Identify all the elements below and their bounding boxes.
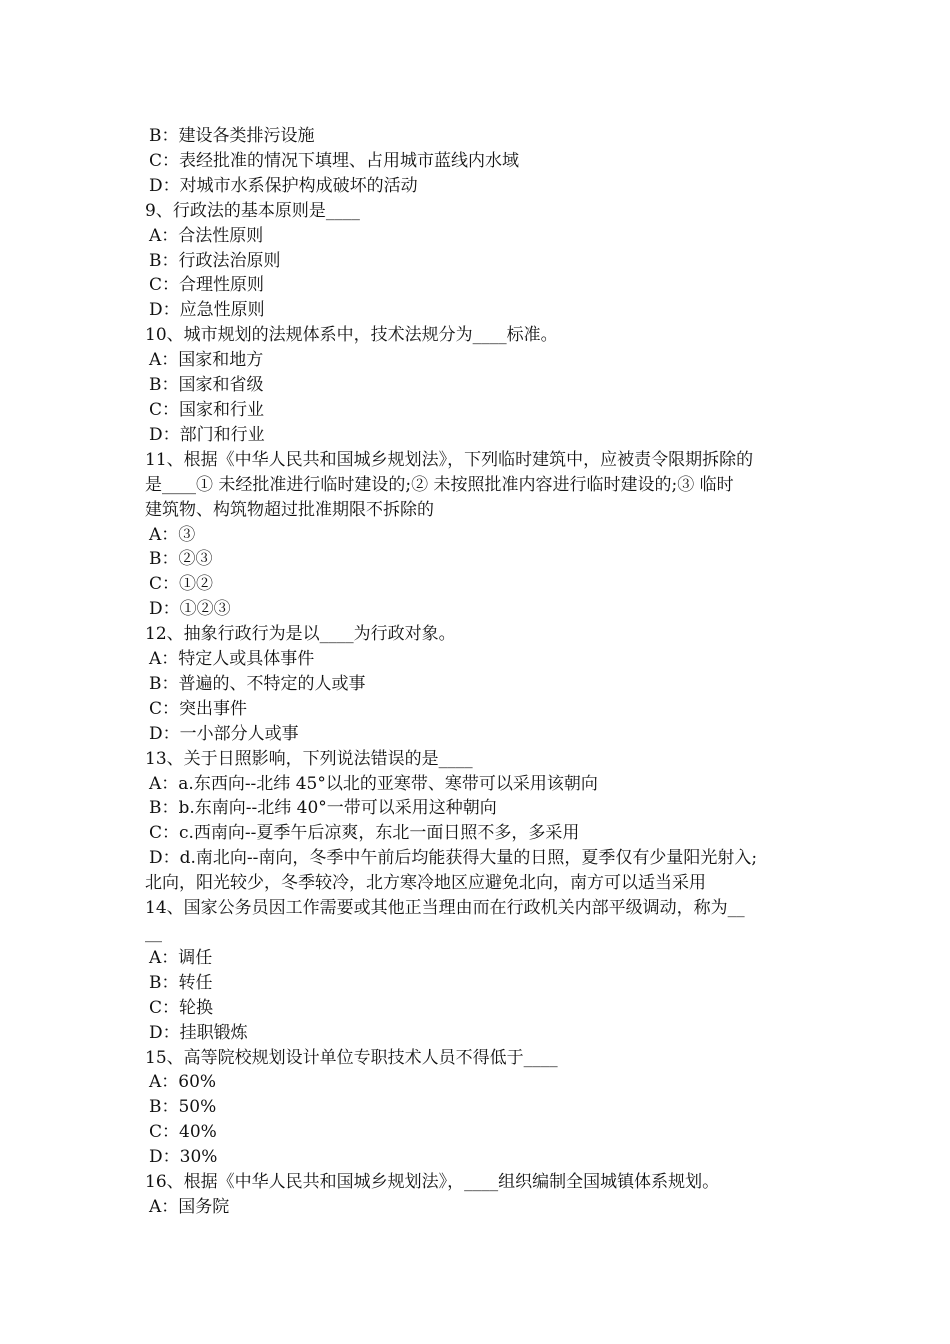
answer-option: A：③ <box>149 524 196 545</box>
answer-option: C：突出事件 <box>149 698 248 719</box>
answer-option: A：合法性原则 <box>149 225 264 246</box>
answer-option: B：50% <box>149 1097 217 1118</box>
answer-option: A：调任 <box>149 947 213 968</box>
question-text: 11、根据《中华人民共和国城乡规划法》，下列临时建筑中，应被责令限期拆除的 <box>145 449 754 470</box>
answer-option: C：国家和行业 <box>149 399 265 420</box>
answer-option: B：b.东南向--北纬 40°一带可以采用这种朝向 <box>149 798 497 819</box>
answer-option: B：普遍的、不特定的人或事 <box>149 673 366 694</box>
answer-option: A：特定人或具体事件 <box>149 649 315 670</box>
answer-option: B：建设各类排污设施 <box>149 126 315 146</box>
question-text: 14、国家公务员因工作需要或其他正当理由而在行政机关内部平级调动，称为__ <box>145 898 745 919</box>
answer-option: D：一小部分人或事 <box>149 723 299 744</box>
answer-option: D：30% <box>149 1147 218 1168</box>
answer-option: D：对城市水系保护构成破坏的活动 <box>149 175 418 196</box>
question-text: 10、城市规划的法规体系中，技术法规分为____标准。 <box>145 325 558 346</box>
question-text: __ <box>145 923 162 943</box>
answer-option: D：部门和行业 <box>149 424 265 445</box>
answer-option: B：转任 <box>149 972 213 993</box>
document-body <box>145 124 810 1220</box>
question-text: 建筑物、构筑物超过批准期限不拆除的 <box>145 499 434 520</box>
answer-option: D：①②③ <box>149 599 231 620</box>
answer-option: C：合理性原则 <box>149 275 265 296</box>
answer-option: B：国家和省级 <box>149 375 264 396</box>
answer-option: A：a.东西向--北纬 45°以北的亚寒带、寒带可以采用该朝向 <box>149 773 598 794</box>
question-text: 15、高等院校规划设计单位专职技术人员不得低于____ <box>145 1047 558 1068</box>
answer-option: C：c.西南向--夏季午后凉爽，东北一面日照不多，多采用 <box>149 823 580 844</box>
question-text: 16、根据《中华人民共和国城乡规划法》，____组织编制全国城镇体系规划。 <box>145 1172 720 1193</box>
answer-option: A：国家和地方 <box>149 350 264 371</box>
answer-option: A：60% <box>149 1072 217 1093</box>
question-text: 是____① 未经批准进行临时建设的;② 未按照批准内容进行临时建设的;③ 临时 <box>145 474 734 495</box>
answer-option: D：挂职锻炼 <box>149 1022 248 1043</box>
answer-option: D：应急性原则 <box>149 300 265 321</box>
question-text: 9、行政法的基本原则是____ <box>145 200 360 221</box>
question-text: 北向，阳光较少，冬季较冷，北方寒冷地区应避免北向，南方可以适当采用 <box>145 873 706 894</box>
answer-option: D：d.南北向--南向，冬季中午前后均能获得大量的日照，夏季仅有少量阳光射入; <box>149 848 758 869</box>
answer-option: C：轮换 <box>149 997 214 1018</box>
answer-option: C：40% <box>149 1122 217 1143</box>
answer-option: C：表经批准的情况下填埋、占用城市蓝线内水域 <box>149 150 520 171</box>
answer-option: B：②③ <box>149 549 213 570</box>
answer-option: C：①② <box>149 574 214 595</box>
answer-option: B：行政法治原则 <box>149 250 281 271</box>
answer-option: A：国务院 <box>149 1196 230 1217</box>
question-text: 12、抽象行政行为是以____为行政对象。 <box>145 624 456 645</box>
question-text: 13、关于日照影响，下列说法错误的是____ <box>145 748 473 769</box>
